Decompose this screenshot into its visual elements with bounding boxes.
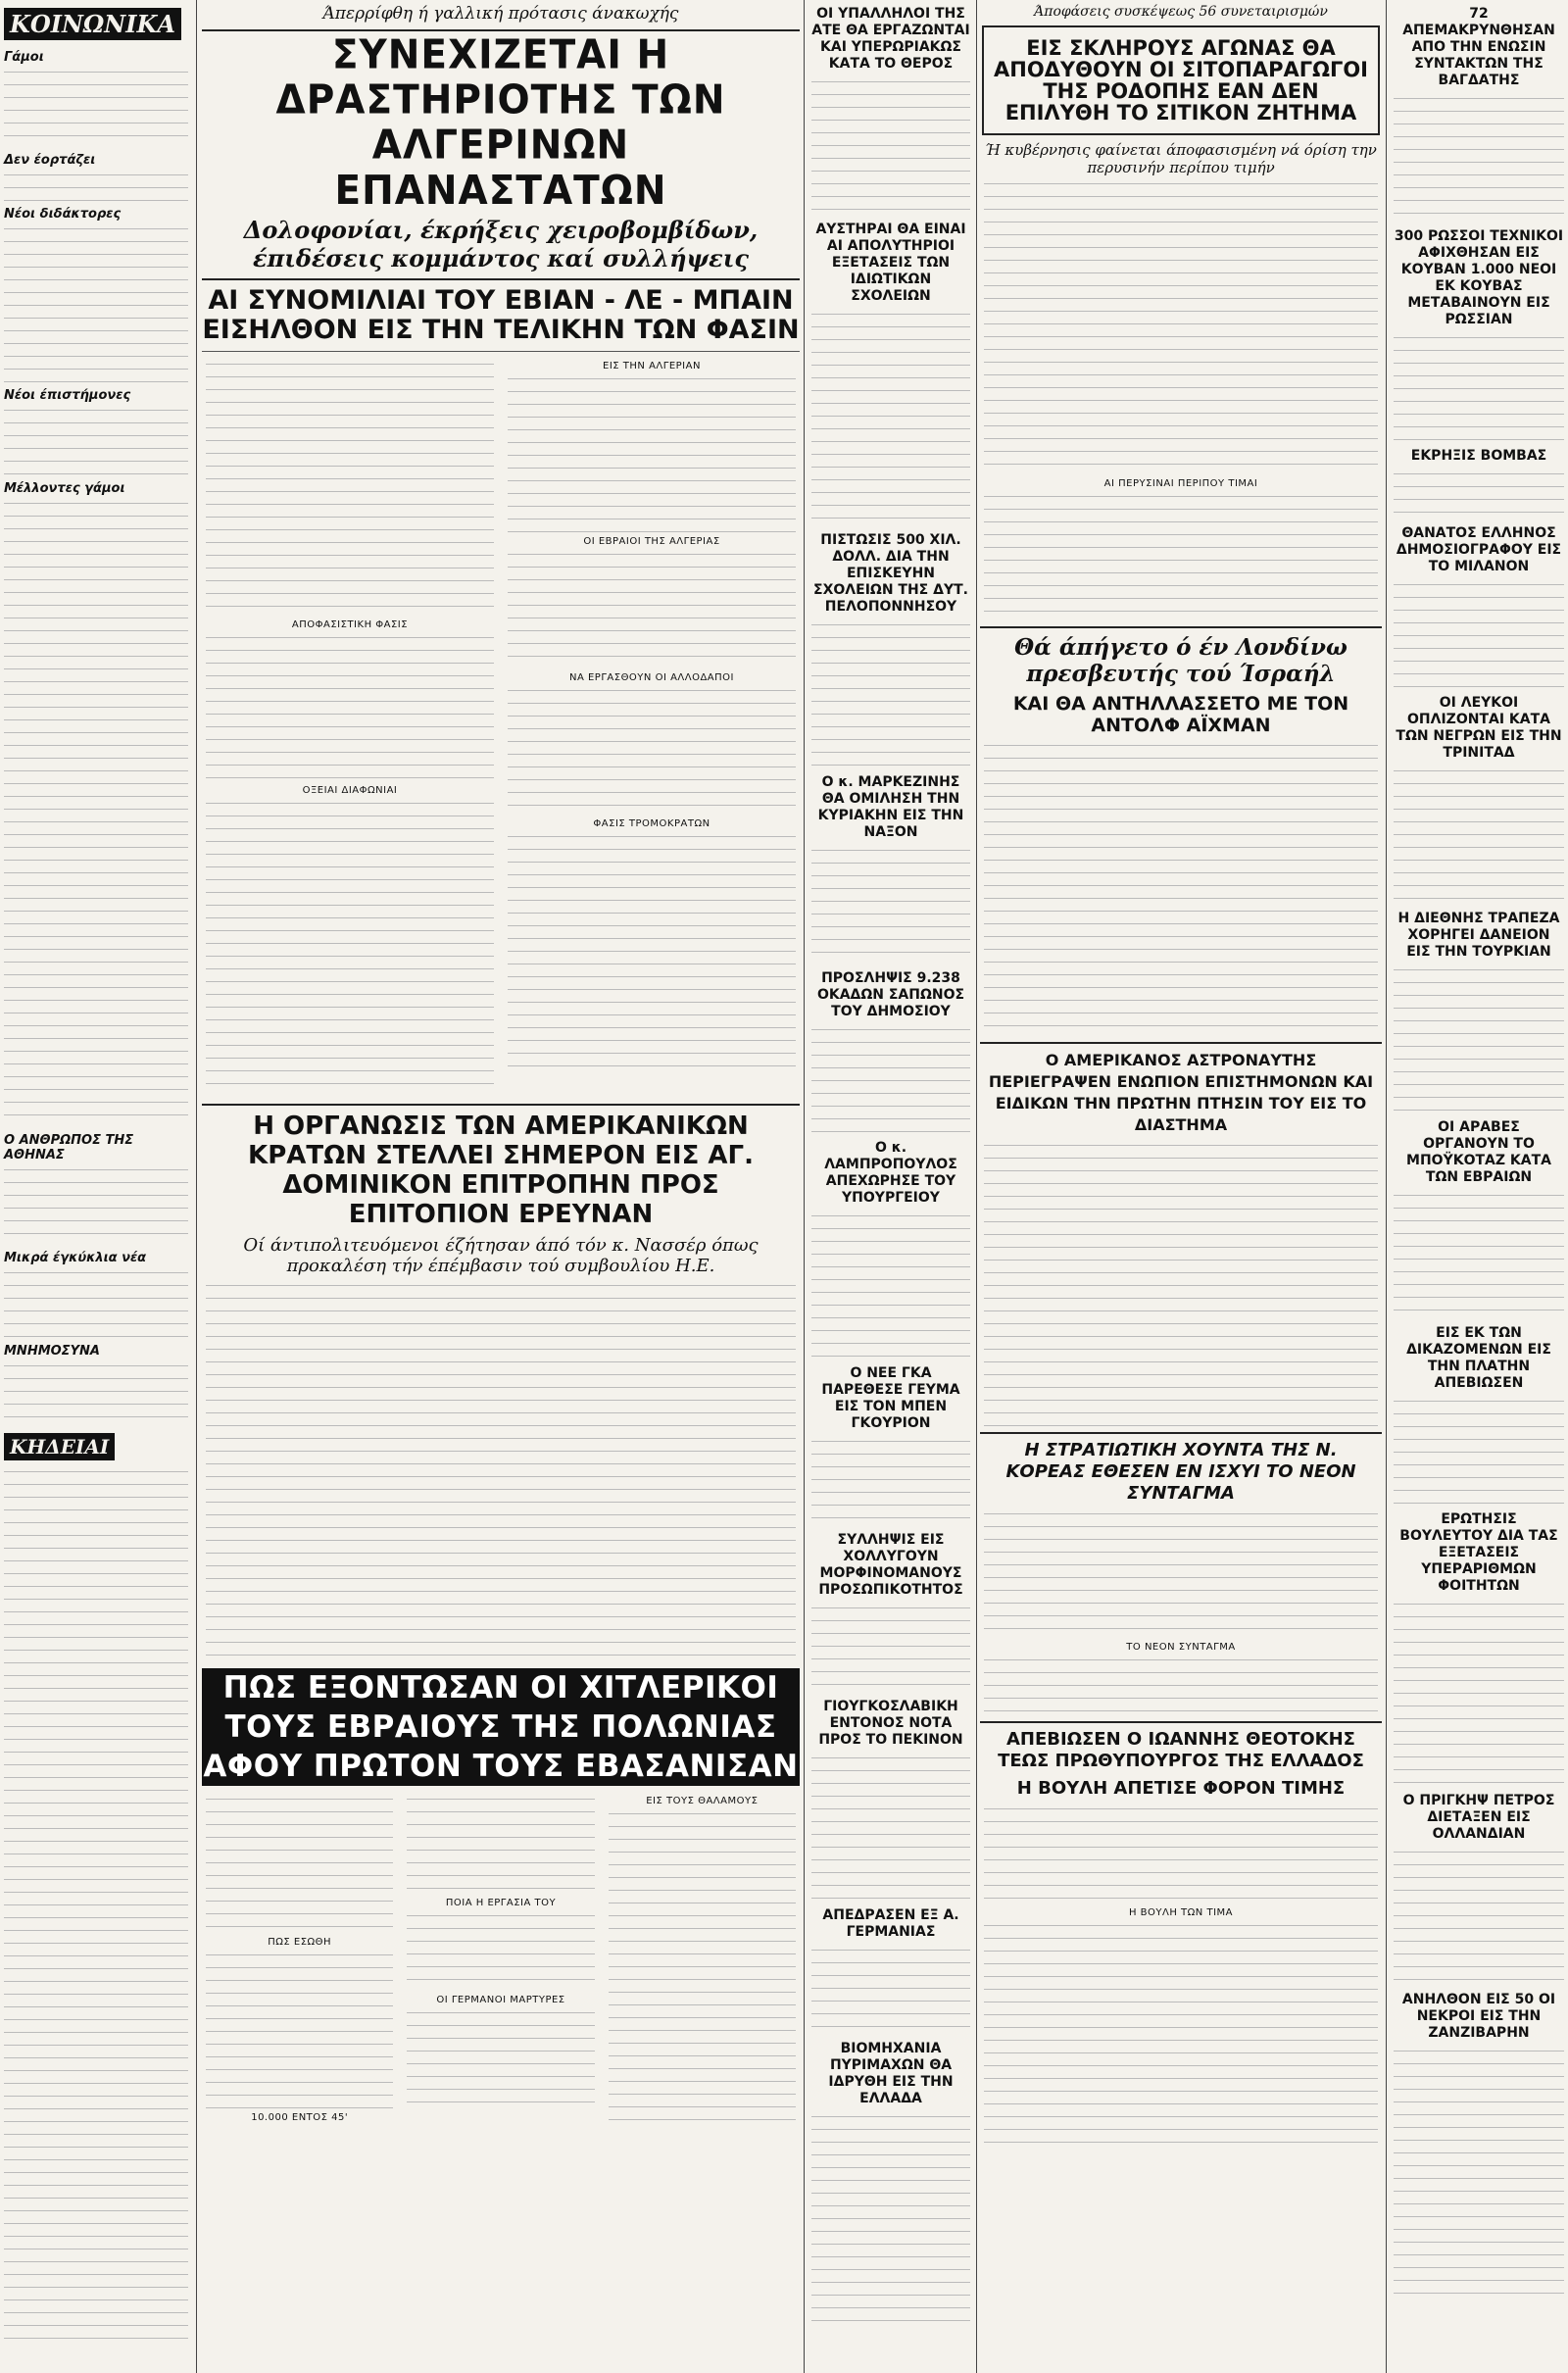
banner-line-2: ΤΟΥΣ ΕΒΡΑΙΟΥΣ ΤΗΣ ΠΟΛΩΝΙΑΣ — [202, 1707, 800, 1747]
text-block — [1394, 2048, 1564, 2302]
left-column — [0, 0, 192, 2373]
text-block — [984, 180, 1378, 474]
sub-label: ΦΑΣΙΣ ΤΡΟΜΟΚΡΑΤΩΝ — [593, 818, 710, 829]
text-block — [206, 1282, 796, 1664]
section-masthead: ΚΟΙΝΩΝΙΚΑ — [4, 8, 181, 40]
story-headline: ΓΙΟΥΓΚΟΣΛΑΒΙΚΗ ΕΝΤΟΝΟΣ ΝΟΤΑ ΠΡΟΣ ΤΟ ΠΕΚΙΝΟΝ — [818, 1699, 963, 1748]
text-block — [984, 1142, 1378, 1426]
story-headline: ΟΙ ΥΠΑΛΛΗΛΟΙ ΤΗΣ ΑΤΕ ΘΑ ΕΡΓΑΖΩΝΤΑΙ ΚΑΙ ΥΠΕΡΩΡΙΑΚΩΣ ΚΑΤΑ ΤΟ ΘΕΡΟΣ — [811, 6, 970, 72]
text-block — [508, 833, 796, 1068]
sub-label: ΑΠΟΦΑΣΙΣΤΙΚΗ ΦΑΣΙΣ — [291, 619, 409, 630]
sub-label: ΤΟ ΝΕΟΝ ΣΥΝΤΑΓΜΑ — [1126, 1642, 1236, 1653]
text-block — [508, 551, 796, 668]
text-block — [4, 172, 188, 201]
section-heading: Νέοι διδάκτορες — [4, 207, 122, 222]
sub-label: ΠΩΣ ΕΣΩΘΗ — [268, 1937, 332, 1948]
text-block — [984, 742, 1378, 1036]
story-headline: 300 ΡΩΣΣΟΙ ΤΕΧΝΙΚΟΙ ΑΦΙΧΘΗΣΑΝ ΕΙΣ ΚΟΥΒΑΝ 1.000 ΝΕΟΙ ΕΚ ΚΟΥΒΑΣ ΜΕΤΑΒΑΙΝΟΥΝ ΕΙΣ ΡΩΣΣΙΑΝ — [1394, 228, 1564, 327]
story-headline: ΠΙΣΤΩΣΙΣ 500 ΧΙΛ. ΔΟΛΛ. ΔΙΑ ΤΗΝ ΕΠΙΣΚΕΥΗΝ ΣΧΟΛΕΙΩΝ ΤΗΣ ΔΥΤ. ΠΕΛΟΠΟΝΝΗΣΟΥ — [813, 532, 968, 615]
second-headline: ΑΙ ΣΥΝΟΜΙΛΙΑΙ ΤΟΥ ΕΒΙΑΝ - ΛΕ - ΜΠΑΙΝ ΕΙΣΗΛΘΟΝ ΕΙΣ ΤΗΝ ΤΕΛΙΚΗΝ ΤΩΝ ΦΑΣΙΝ — [202, 285, 800, 345]
section-heading: Μικρά έγκύκλια νέα — [4, 1251, 147, 1265]
text-block — [811, 2113, 970, 2329]
text-block — [508, 687, 796, 815]
sub-label: ΟΞΕΙΑΙ ΔΙΑΦΩΝΙΑΙ — [302, 785, 398, 796]
text-block — [206, 800, 494, 1094]
text-block — [4, 407, 188, 475]
story-headline: ΕΡΩΤΗΣΙΣ ΒΟΥΛΕΥΤΟΥ ΔΙΑ ΤΑΣ ΕΞΕΤΑΣΕΙΣ ΥΠΕΡΑΡΙΘΜΩΝ ΦΟΙΤΗΤΩΝ — [1399, 1511, 1558, 1594]
story-headline: Ο ΠΡΙΓΚΗΨ ΠΕΤΡΟΣ ΔΙΕΤΑΞΕΝ ΕΙΣ ΟΛΛΑΝΔΙΑΝ — [1402, 1793, 1555, 1842]
text-block — [4, 1468, 188, 2350]
text-block — [4, 1362, 188, 1421]
sub-label: 10.000 ΕΝΤΟΣ 45' — [251, 2112, 349, 2123]
text-block — [206, 634, 494, 781]
sub-label: ΝΑ ΕΡΓΑΣΘΟΥΝ ΟΙ ΑΛΛΟΔΑΠΟΙ — [568, 672, 734, 683]
text-block — [4, 1166, 188, 1245]
main-subhead: Δολοφονίαι, έκρήξεις χειροβομβίδων, έπιδέσεις κομμάντος καί συλλήψεις — [243, 216, 759, 272]
text-block — [609, 1810, 796, 2124]
section-heading: Γάμοι — [4, 50, 44, 65]
banner-line-1: ΠΩΣ ΕΞΟΝΤΩΣΑΝ ΟΙ ΧΙΤΛΕΡΙΚΟΙ — [202, 1668, 800, 1707]
center-column — [202, 0, 800, 2373]
section-heading: Νέοι έπιστήμονες — [4, 388, 131, 403]
sub-label: ΟΙ ΕΒΡΑΙΟΙ ΤΗΣ ΑΛΓΕΡΙΑΣ — [583, 536, 720, 547]
text-block — [1394, 966, 1564, 1113]
text-block — [206, 1796, 393, 1933]
story-headline: ΟΙ ΑΡΑΒΕΣ ΟΡΓΑΝΟΥΝ ΤΟ ΜΠΟΫΚΟΤΑΖ ΚΑΤΑ ΤΩΝ ΕΒΡΑΙΩΝ — [1406, 1119, 1551, 1185]
sub-label: Η ΒΟΥΛΗ ΤΩΝ ΤΙΜΑ — [1128, 1907, 1233, 1918]
story-headline: ΕΚΡΗΞΙΣ ΒΟΜΒΑΣ — [1410, 448, 1547, 464]
text-block — [1394, 470, 1564, 519]
sub-label: ΕΙΣ ΤΟΥΣ ΘΑΛΑΜΟΥΣ — [646, 1796, 759, 1806]
story-headline: ΑΥΣΤΗΡΑΙ ΘΑ ΕΙΝΑΙ ΑΙ ΑΠΟΛΥΤΗΡΙΟΙ ΕΞΕΤΑΣΕΙΣ ΤΩΝ ΙΔΙΩΤΙΚΩΝ ΣΧΟΛΕΙΩΝ — [815, 222, 966, 304]
text-block — [1394, 1849, 1564, 1986]
right-column — [980, 0, 1382, 2373]
story-headline: 72 ΑΠΕΜΑΚΡΥΝΘΗΣΑΝ ΑΠΟ ΤΗΝ ΕΝΩΣΙΝ ΣΥΝΤΑΚΤΩΝ ΤΗΣ ΒΑΓΔΑΤΗΣ — [1402, 6, 1555, 88]
text-block — [811, 1755, 970, 1902]
text-block — [407, 1912, 594, 1991]
section-heading: Δεν έορτάζει — [4, 153, 96, 168]
london-headline: ΚΑΙ ΘΑ ΑΝΤΗΛΛΑΣΣΕΤΟ ΜΕ ΤΟΝ ΑΝΤΟΛΦ ΑΪΧΜΑΝ — [1012, 693, 1349, 736]
tax-headline: Η ΒΟΥΛΗ ΑΠΕΤΙΣΕ ΦΟΡΟΝ ΤΙΜΗΣ — [1016, 1778, 1346, 1799]
section-heading: Ο ΑΝΘΡΩΠΟΣ ΤΗΣ ΑΘΗΝΑΣ — [4, 1133, 134, 1162]
story-headline: Ο κ. ΛΑΜΠΡΟΠΟΥΛΟΣ ΑΠΕΧΩΡΗΣΕ ΤΟΥ ΥΠΟΥΡΓΕΙΟΥ — [824, 1140, 957, 1206]
section-heading: Μέλλοντες γάμοι — [4, 481, 125, 496]
story-headline: Ο κ. ΜΑΡΚΕΖΙΝΗΣ ΘΑ ΟΜΙΛΗΣΗ ΤΗΝ ΚΥΡΙΑΚΗΝ ΕΙΣ ΤΗΝ ΝΑΞΟΝ — [817, 774, 964, 840]
text-block — [984, 1805, 1378, 1903]
story-headline: ΑΠΕΔΡΑΣΕΝ ΕΞ Α. ΓΕΡΜΑΝΙΑΣ — [822, 1907, 959, 1940]
text-block — [1394, 767, 1564, 905]
sub-label: ΕΙΣ ΤΗΝ ΑΛΓΕΡΙΑΝ — [603, 361, 701, 371]
sub-label: ΑΙ ΠΕΡΥΣΙΝΑΙ ΠΕΡΙΠΟΥ ΤΙΜΑΙ — [1103, 478, 1258, 489]
story-headline: ΠΡΟΣΛΗΨΙΣ 9.238 ΟΚΑΔΩΝ ΣΑΠΩΝΟΣ ΤΟΥ ΔΗΜΟΣΙΟΥ — [816, 970, 965, 1019]
text-block — [407, 1796, 594, 1894]
text-block — [4, 69, 188, 147]
text-block — [984, 1510, 1378, 1638]
text-block — [811, 311, 970, 526]
text-block — [811, 847, 970, 964]
text-block — [811, 78, 970, 216]
farright-column — [1390, 0, 1568, 2373]
text-block — [811, 1026, 970, 1134]
text-block — [811, 1438, 970, 1526]
text-block — [206, 1952, 393, 2108]
section-heading: ΜΝΗΜΟΣΥΝΑ — [4, 1344, 100, 1359]
midright-column — [808, 0, 974, 2373]
text-block — [811, 1605, 970, 1693]
london-kicker: Θά άπήγετο ό έν Λονδίνω πρεσβευτής τού Ίσραήλ — [1014, 634, 1348, 687]
korea-headline: Η ΣΤΡΑΤΙΩΤΙΚΗ ΧΟΥΝΤΑ ΤΗΣ Ν. ΚΟΡΕΑΣ ΕΘΕΣΕΝ ΕΝ ΙΣΧΥΙ ΤΟ ΝΕΟΝ ΣΥΝΤΑΓΜΑ — [1005, 1440, 1356, 1504]
story-headline: Η ΔΙΕΘΝΗΣ ΤΡΑΠΕΖΑ ΧΟΡΗΓΕΙ ΔΑΝΕΙΟΝ ΕΙΣ ΤΗΝ ΤΟΥΡΚΙΑΝ — [1397, 911, 1560, 960]
rodopi-headline: ΕΙΣ ΣΚΛΗΡΟΥΣ ΑΓΩΝΑΣ ΘΑ ΑΠΟΔΥΘΟΥΝ ΟΙ ΣΙΤΟΠΑΡΑΓΩΓΟΙ ΤΗΣ ΡΟΔΟΠΗΣ ΕΑΝ ΔΕΝ ΕΠΙΛΥΘΗ ΤΟ ΣΙΤΙΚΟΝ ΖΗΤΗΜΑ — [994, 36, 1368, 124]
banner-line-3: ΑΦΟΥ ΠΡΩΤΟΝ ΤΟΥΣ ΕΒΑΣΑΝΙΣΑΝ — [203, 1749, 799, 1784]
rodopi-kicker: Άποφάσεις συσκέψεως 56 συνεταιρισμών — [1034, 4, 1328, 20]
text-block — [1394, 1192, 1564, 1319]
text-block — [1394, 581, 1564, 689]
text-block — [1394, 334, 1564, 442]
text-block — [811, 1212, 970, 1360]
main-kicker: Άπερρίφθη ή γαλλική πρότασις άνακωχής — [322, 4, 679, 24]
sub-label: ΟΙ ΓΕΡΜΑΝΟΙ ΜΑΡΤΥΡΕΣ — [436, 1995, 565, 2005]
section-masthead-funerals: ΚΗΔΕΙΑΙ — [4, 1433, 115, 1460]
text-block — [1394, 1398, 1564, 1506]
text-block — [984, 493, 1378, 620]
text-block — [4, 225, 188, 382]
text-block — [4, 1269, 188, 1338]
sub-label: ΠΟΙΑ Η ΕΡΓΑΣΙΑ ΤΟΥ — [445, 1898, 557, 1908]
text-block — [984, 1656, 1378, 1715]
story-headline: ΘΑΝΑΤΟΣ ΕΛΛΗΝΟΣ ΔΗΜΟΣΙΟΓΡΑΦΟΥ ΕΙΣ ΤΟ ΜΙΛΑΝΟΝ — [1396, 525, 1562, 574]
astronaut-headline: Ο ΑΜΕΡΙΚΑΝΟΣ ΑΣΤΡΟΝΑΥΤΗΣ ΠΕΡΙΕΓΡΑΨΕΝ ΕΝΩΠΙΟΝ ΕΠΙΣΤΗΜΟΝΩΝ ΚΑΙ ΕΙΔΙΚΩΝ ΤΗΝ ΠΡΩΤΗΝ ΠΤΗΣΙΝ ΤΟΥ ΕΙΣ ΤΟ ΔΙΑΣΤΗΜΑ — [988, 1051, 1374, 1134]
main-headline: ΣΥΝΕΧΙΖΕΤΑΙ Η ΔΡΑΣΤΗΡΙΟΤΗΣ ΤΩΝ ΑΛΓΕΡΙΝΩΝ ΕΠΑΝΑΣΤΑΤΩΝ — [275, 31, 726, 215]
text-block — [984, 1922, 1378, 2148]
theotokis-headline: ΑΠΕΒΙΩΣΕΝ Ο ΙΩΑΝΝΗΣ ΘΕΟΤΟΚΗΣ ΤΕΩΣ ΠΡΩΘΥΠΟΥΡΓΟΣ ΤΗΣ ΕΛΛΑΔΟΣ — [998, 1729, 1364, 1771]
text-block — [407, 2009, 594, 2107]
story-headline: Ο ΝΕΕ ΓΚΑ ΠΑΡΕΘΕΣΕ ΓΕΥΜΑ ΕΙΣ ΤΟΝ ΜΠΕΝ ΓΚΟΥΡΙΟΝ — [821, 1365, 960, 1431]
oas-headline: Η ΟΡΓΑΝΩΣΙΣ ΤΩΝ ΑΜΕΡΙΚΑΝΙΚΩΝ ΚΡΑΤΩΝ ΣΤΕΛΛΕΙ ΣΗΜΕΡΟΝ ΕΙΣ ΑΓ. ΔΟΜΙΝΙΚΟΝ ΕΠΙΤΡΟΠΗΝ ΠΡΟΣ ΕΠΙΤΟΠΙΟΝ ΕΡΕΥΝΑΝ — [248, 1112, 754, 1229]
story-headline: ΟΙ ΛΕΥΚΟΙ ΟΠΛΙΖΟΝΤΑΙ ΚΑΤΑ ΤΩΝ ΝΕΓΡΩΝ ΕΙΣ ΤΗΝ ΤΡΙΝΙΤΑΔ — [1396, 695, 1562, 761]
text-block — [811, 621, 970, 768]
story-headline: ΕΙΣ ΕΚ ΤΩΝ ΔΙΚΑΖΟΜΕΝΩΝ ΕΙΣ ΤΗΝ ΠΛΑΤΗΝ ΑΠΕΒΙΩΣΕΝ — [1406, 1325, 1551, 1391]
story-headline: ΒΙΟΜΗΧΑΝΙΑ ΠΥΡΙΜΑΧΩΝ ΘΑ ΙΔΡΥΘΗ ΕΙΣ ΤΗΝ ΕΛΛΑΔΑ — [828, 2041, 954, 2106]
rodopi-subhead: Ή κυβέρνησις φαίνεται άποφασισμένη νά όρίση την περυσινήν περίπου τιμήν — [985, 141, 1377, 176]
text-block — [1394, 95, 1564, 222]
oas-subhead: Οί άντιπολιτευόμενοι έζήτησαν άπό τόν κ. Νασσέρ όπως προκαλέση τήν έπέμβασιν τού συμβουλίου Η.Ε. — [243, 1235, 759, 1276]
text-block — [4, 500, 188, 1127]
text-block — [811, 1947, 970, 2035]
story-headline: ΑΝΗΛΘΟΝ ΕΙΣ 50 ΟΙ ΝΕΚΡΟΙ ΕΙΣ ΤΗΝ ΖΑΝΖΙΒΑΡΗΝ — [1401, 1992, 1556, 2041]
text-block — [508, 375, 796, 532]
story-headline: ΣΥΛΛΗΨΙΣ ΕΙΣ ΧΟΛΛΥΓΟΥΝ ΜΟΡΦΙΝΟΜΑΝΟΥΣ ΠΡΟΣΩΠΙΚΟΤΗΤΟΣ — [818, 1532, 963, 1598]
text-block — [206, 361, 494, 616]
text-block — [1394, 1601, 1564, 1787]
